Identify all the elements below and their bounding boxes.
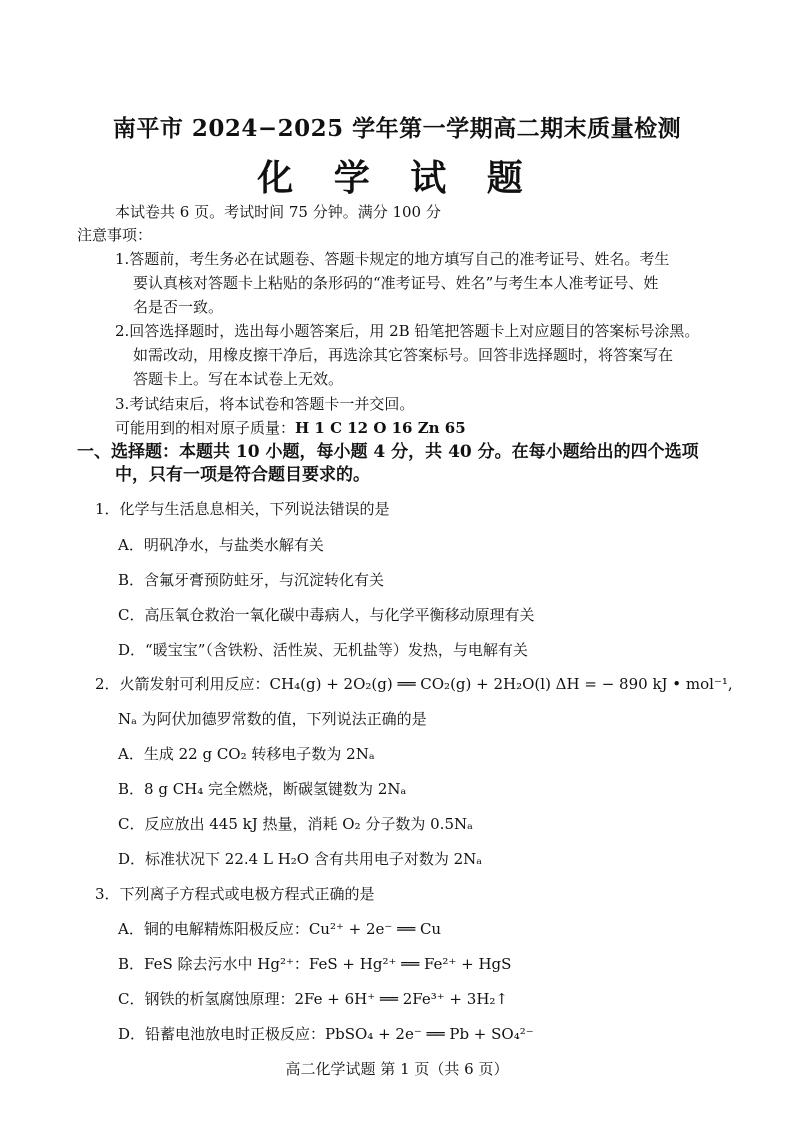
question-1-option-a: A．明矾净水，与盐类水解有关 — [118, 536, 324, 554]
question-1-option-b: B．含氟牙膏预防蛀牙，与沉淀转化有关 — [118, 571, 385, 589]
section-heading-cont: 中，只有一项是符合题目要求的。 — [115, 465, 370, 485]
question-2-stem-cont: Nₐ 为阿伏加德罗常数的值，下列说法正确的是 — [118, 710, 427, 728]
question-3-option-b: B．FeS 除去污水中 Hg²⁺：FeS + Hg²⁺ ══ Fe²⁺ + HgS — [118, 955, 512, 973]
note-line: 答题卡上。写在本试卷上无效。 — [133, 370, 344, 388]
note-line: 2.回答选择题时，选出每小题答案后，用 2B 铅笔把答题卡上对应题目的答案标号涂黑。 — [115, 322, 700, 340]
atomic-mass-label: 可能用到的相对原子质量： — [115, 419, 296, 437]
question-2-option-d: D．标准状况下 22.4 L H₂O 含有共用电子对数为 2Nₐ — [118, 850, 483, 868]
note-line: 3.考试结束后，将本试卷和答题卡一并交回。 — [115, 395, 415, 413]
note-line: 1.答题前，考生务必在试题卷、答题卡规定的地方填写自己的准考证号、姓名。考生 — [115, 250, 670, 268]
question-2-stem: 2．火箭发射可利用反应：CH₄(g) + 2O₂(g) ══ CO₂(g) + 2H₂O(l) ΔH = − 890 kJ • mol⁻¹, — [95, 675, 733, 693]
exam-title: 南平市 2024−2025 学年第一学期高二期末质量检测 — [112, 115, 682, 142]
note-line: 名是否一致。 — [133, 298, 224, 316]
subject-title: 化 学 试 题 — [257, 157, 537, 199]
question-1-option-c: C．高压氧仓救治一氧化碳中毒病人，与化学平衡移动原理有关 — [118, 606, 535, 624]
question-1-option-d: D．“暖宝宝”（含铁粉、活性炭、无机盐等）发热，与电解有关 — [118, 641, 528, 659]
question-3-stem: 3．下列离子方程式或电极方程式正确的是 — [95, 885, 375, 903]
question-3-option-c: C．钢铁的析氢腐蚀原理：2Fe + 6H⁺ ══ 2Fe³⁺ + 3H₂↑ — [118, 990, 508, 1008]
exam-info: 本试卷共 6 页。考试时间 75 分钟。满分 100 分 — [115, 203, 441, 221]
question-2-option-a: A．生成 22 g CO₂ 转移电子数为 2Nₐ — [118, 745, 375, 763]
note-line: 要认真核对答题卡上粘贴的条形码的“准考证号、姓名”与考生本人准考证号、姓 — [133, 274, 659, 292]
atomic-mass-values: H 1 C 12 O 16 Zn 65 — [295, 419, 466, 437]
notice-title: 注意事项： — [77, 226, 153, 244]
note-line: 如需改动，用橡皮擦干净后，再选涂其它答案标号。回答非选择题时，将答案写在 — [133, 346, 674, 364]
question-3-option-d: D．铅蓄电池放电时正极反应：PbSO₄ + 2e⁻ ══ Pb + SO₄²⁻ — [118, 1025, 534, 1043]
section-heading: 一、选择题：本题共 10 小题，每小题 4 分，共 40 分。在每小题给出的四个选项 — [77, 442, 699, 462]
page-footer: 高二化学试题 第 1 页（共 6 页） — [285, 1060, 509, 1078]
question-2-option-b: B．8 g CH₄ 完全燃烧，断碳氢键数为 2Nₐ — [118, 780, 407, 798]
question-1-stem: 1．化学与生活息息相关，下列说法错误的是 — [95, 500, 390, 518]
atomic-mass-line — [115, 416, 466, 440]
question-2-option-c: C．反应放出 445 kJ 热量，消耗 O₂ 分子数为 0.5Nₐ — [118, 815, 473, 833]
question-3-option-a: A．铜的电解精炼阳极反应：Cu²⁺ + 2e⁻ ══ Cu — [118, 920, 442, 938]
